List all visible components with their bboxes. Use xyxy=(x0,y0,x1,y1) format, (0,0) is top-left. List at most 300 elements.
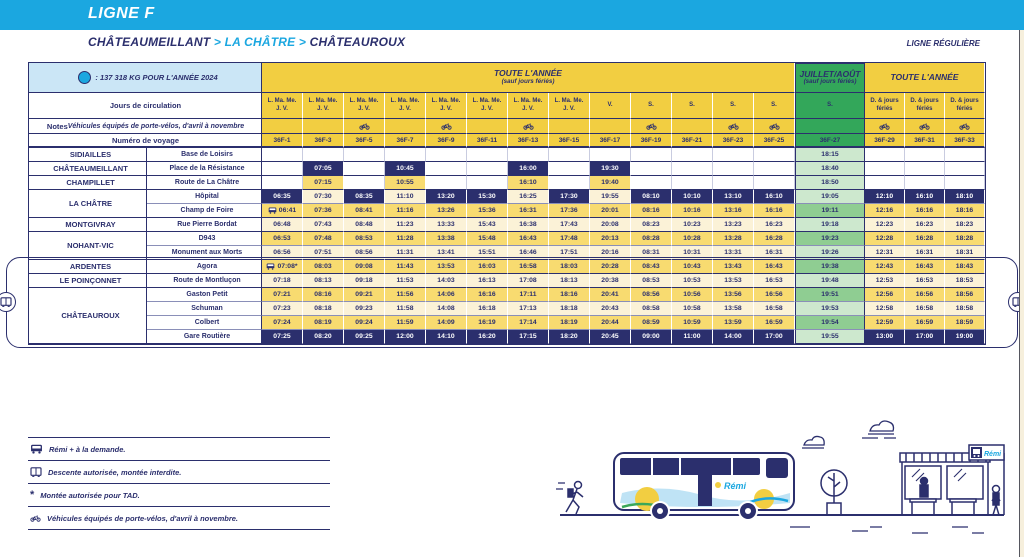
time-cell: 07:18 xyxy=(262,274,303,288)
time-cell: 18:20 xyxy=(549,330,590,344)
time-cell xyxy=(590,148,631,162)
time-cell: 07:15 xyxy=(303,176,344,190)
time-cell xyxy=(865,176,905,190)
time-cell: 19:05 xyxy=(795,190,865,204)
time-cell: 10:58 xyxy=(672,302,713,316)
time-cell: 08:43 xyxy=(631,260,672,274)
time-cell: 11:43 xyxy=(385,260,426,274)
day-line: J. V. xyxy=(440,105,452,112)
time-cell: 16:43 xyxy=(754,260,795,274)
time-cell: 12:43 xyxy=(865,260,905,274)
time-cell: 09:24 xyxy=(344,316,385,330)
time-cell: 19:00 xyxy=(945,330,985,344)
time-cell: 12:00 xyxy=(385,330,426,344)
time-cell: 08:13 xyxy=(303,274,344,288)
time-cell: 10:53 xyxy=(672,274,713,288)
bike-icon xyxy=(728,123,739,130)
route-to: CHÂTEAUROUX xyxy=(309,35,406,49)
time-cell: 12:56 xyxy=(865,288,905,302)
note-cell xyxy=(549,119,590,134)
legend xyxy=(28,437,330,530)
day-line: L. Ma. Me. xyxy=(390,98,420,104)
legend-text: Montée autorisée pour TAD. xyxy=(40,490,140,500)
time-cell xyxy=(865,148,905,162)
time-cell: 11:59 xyxy=(385,316,426,330)
stop-name: Monument aux Morts xyxy=(147,246,262,260)
time-cell: 07:36 xyxy=(303,204,344,218)
time-cell: 16:59 xyxy=(754,316,795,330)
time-cell: 11:00 xyxy=(672,330,713,344)
time-cell: 18:18 xyxy=(549,302,590,316)
voyage-number-cell: 36F-31 xyxy=(905,134,945,148)
time-cell: 06:48 xyxy=(262,218,303,232)
time-cell: 18:23 xyxy=(945,218,985,232)
day-line: S. xyxy=(771,101,777,108)
voyage-number-cell: 36F-7 xyxy=(385,134,426,148)
time-cell: 07:08* xyxy=(262,260,303,274)
time-cell: 13:58 xyxy=(713,302,754,316)
time-cell xyxy=(344,176,385,190)
note-cell xyxy=(344,119,385,134)
time-cell: 18:31 xyxy=(945,246,985,260)
legend-item xyxy=(28,506,330,530)
time-cell: 09:25 xyxy=(344,330,385,344)
voyage-number-cell: 36F-23 xyxy=(713,134,754,148)
notes-text: Véhicules équipés de porte-vélos, d'avril à novembre xyxy=(67,122,245,130)
tree-icon xyxy=(821,470,847,515)
stop-name: Route de La Châtre xyxy=(147,176,262,190)
bike-icon xyxy=(646,123,657,130)
time-cell: 09:00 xyxy=(631,330,672,344)
route-title xyxy=(88,35,405,49)
standing-person-icon xyxy=(992,486,1000,516)
time-cell: 09:21 xyxy=(344,288,385,302)
stop-name: Agora xyxy=(147,260,262,274)
voyage-number-cell: 36F-19 xyxy=(631,134,672,148)
numero-de-voyage-label: Numéro de voyage xyxy=(29,134,262,148)
time-cell: 13:10 xyxy=(713,190,754,204)
time-cell: 20:43 xyxy=(590,302,631,316)
day-line: D. & jours xyxy=(910,98,939,104)
time-cell: 11:31 xyxy=(385,246,426,260)
route-from: CHÂTEAUMEILLANT xyxy=(88,35,211,49)
time-cell: 09:23 xyxy=(344,302,385,316)
time-cell xyxy=(672,176,713,190)
time-cell: 16:10 xyxy=(905,190,945,204)
time-cell: 19:18 xyxy=(795,218,865,232)
time-cell: 16:58 xyxy=(508,260,549,274)
time-cell: 07:25 xyxy=(262,330,303,344)
time-cell: 18:43 xyxy=(945,260,985,274)
time-cell: 12:10 xyxy=(865,190,905,204)
day-cell xyxy=(426,93,467,119)
time-cell: 10:31 xyxy=(672,246,713,260)
legend-item xyxy=(28,483,330,506)
time-cell: 15:30 xyxy=(467,190,508,204)
bus-brand-label: Rémi xyxy=(724,481,747,491)
time-cell: 19:38 xyxy=(795,260,865,274)
time-cell: 08:41 xyxy=(344,204,385,218)
time-cell xyxy=(303,148,344,162)
time-cell: 16:58 xyxy=(905,302,945,316)
illustration xyxy=(552,415,1022,555)
time-cell: 07:48 xyxy=(303,232,344,246)
voyage-number-cell: 36F-27 xyxy=(795,134,865,148)
time-cell xyxy=(467,148,508,162)
time-cell: 17:11 xyxy=(508,288,549,302)
day-line: L. Ma. Me. xyxy=(267,98,297,104)
time-cell: 18:53 xyxy=(945,274,985,288)
day-line: fériés xyxy=(876,105,893,112)
time-cell: 11:16 xyxy=(385,204,426,218)
note-cell xyxy=(754,119,795,134)
time-cell xyxy=(549,148,590,162)
station-name: SIDIAILLES xyxy=(29,148,147,162)
bus-shelter-illustration xyxy=(900,453,990,515)
note-cell xyxy=(590,119,631,134)
time-cell: 18:13 xyxy=(549,274,590,288)
day-line: S. xyxy=(648,101,654,108)
station-name: LA CHÂTRE xyxy=(29,190,147,218)
time-cell xyxy=(672,148,713,162)
bike-icon xyxy=(441,123,452,130)
bus-icon xyxy=(268,207,277,214)
time-cell: 18:19 xyxy=(549,316,590,330)
period-group-header xyxy=(795,63,865,93)
day-cell xyxy=(590,93,631,119)
time-cell xyxy=(905,176,945,190)
station-name: LE POINÇONNET xyxy=(29,274,147,288)
co2-icon xyxy=(78,71,91,84)
legend-text: Descente autorisée, montée interdite. xyxy=(48,467,182,477)
time-cell xyxy=(344,162,385,176)
time-cell: 07:51 xyxy=(303,246,344,260)
day-line: J. V. xyxy=(399,105,411,112)
day-cell xyxy=(713,93,754,119)
time-cell: 11:53 xyxy=(385,274,426,288)
time-cell: 17:00 xyxy=(754,330,795,344)
time-cell: 16:56 xyxy=(754,288,795,302)
day-cell xyxy=(262,93,303,119)
time-cell: 16:13 xyxy=(467,274,508,288)
stop-name: Colbert xyxy=(147,316,262,330)
time-cell: 16:38 xyxy=(508,218,549,232)
time-cell: 08:23 xyxy=(631,218,672,232)
time-cell: 19:53 xyxy=(795,302,865,316)
time-cell: 16:10 xyxy=(508,176,549,190)
time-cell: 18:10 xyxy=(945,190,985,204)
time-cell: 20:28 xyxy=(590,260,631,274)
time-cell: 16:18 xyxy=(467,302,508,316)
time-cell: 07:23 xyxy=(262,302,303,316)
time-cell: 13:38 xyxy=(426,232,467,246)
time-cell: 19:23 xyxy=(795,232,865,246)
day-line: S. xyxy=(689,101,695,108)
time-cell: 16:03 xyxy=(467,260,508,274)
time-cell: 17:13 xyxy=(508,302,549,316)
time-cell: 18:28 xyxy=(945,232,985,246)
bus-door-icon xyxy=(0,292,16,312)
time-cell: 10:16 xyxy=(672,204,713,218)
note-cell xyxy=(631,119,672,134)
time-cell xyxy=(754,148,795,162)
time-cell: 12:53 xyxy=(865,274,905,288)
bike-icon xyxy=(879,123,890,130)
time-cell: 09:18 xyxy=(344,274,385,288)
bus-door-icon xyxy=(0,297,12,307)
time-cell xyxy=(549,162,590,176)
day-line: D. & jours xyxy=(950,98,979,104)
time-cell: 17:43 xyxy=(549,218,590,232)
bike-icon xyxy=(919,123,930,130)
voyage-number-cell: 36F-3 xyxy=(303,134,344,148)
time-cell: 08:53 xyxy=(631,274,672,288)
time-cell: 10:23 xyxy=(672,218,713,232)
time-cell xyxy=(467,176,508,190)
time-cell xyxy=(631,148,672,162)
stop-name: D943 xyxy=(147,232,262,246)
legend-text: Véhicules équipés de porte-vélos, d'avril à novembre. xyxy=(47,513,239,523)
time-cell: 13:56 xyxy=(713,288,754,302)
time-cell: 17:15 xyxy=(508,330,549,344)
time-cell: 13:31 xyxy=(713,246,754,260)
time-cell: 15:36 xyxy=(467,204,508,218)
time-cell xyxy=(385,148,426,162)
time-cell: 20:45 xyxy=(590,330,631,344)
time-cell: 19:54 xyxy=(795,316,865,330)
time-cell: 16:31 xyxy=(508,204,549,218)
time-cell: 17:08 xyxy=(508,274,549,288)
time-cell xyxy=(754,162,795,176)
day-cell xyxy=(508,93,549,119)
time-cell xyxy=(672,162,713,176)
time-cell: 18:16 xyxy=(549,288,590,302)
stop-name: Schuman xyxy=(147,302,262,316)
time-cell: 16:20 xyxy=(467,330,508,344)
time-cell: 18:16 xyxy=(945,204,985,218)
time-cell: 07:43 xyxy=(303,218,344,232)
time-cell: 16:59 xyxy=(905,316,945,330)
time-cell: 08:10 xyxy=(631,190,672,204)
time-cell xyxy=(549,176,590,190)
day-line: J. V. xyxy=(276,105,288,112)
bus-front-icon xyxy=(30,444,43,454)
time-cell: 06:41 xyxy=(262,204,303,218)
voyage-number-cell: 36F-1 xyxy=(262,134,303,148)
time-cell: 14:06 xyxy=(426,288,467,302)
time-cell xyxy=(344,148,385,162)
stop-name: Hôpital xyxy=(147,190,262,204)
time-cell: 18:40 xyxy=(795,162,865,176)
day-line: L. Ma. Me. xyxy=(554,98,584,104)
time-cell: 19:51 xyxy=(795,288,865,302)
time-cell: 07:05 xyxy=(303,162,344,176)
time-cell: 19:30 xyxy=(590,162,631,176)
time-cell: 16:25 xyxy=(508,190,549,204)
day-cell xyxy=(303,93,344,119)
time-cell: 08:16 xyxy=(631,204,672,218)
time-cell xyxy=(905,148,945,162)
time-cell: 13:00 xyxy=(865,330,905,344)
period-group-header xyxy=(262,63,795,93)
time-cell: 10:28 xyxy=(672,232,713,246)
time-cell xyxy=(754,176,795,190)
notes-title: Notes xyxy=(46,121,68,131)
time-cell xyxy=(426,176,467,190)
day-line: L. Ma. Me. xyxy=(513,98,543,104)
co2-info-cell: : 137 318 KG POUR L'ANNÉE 2024 xyxy=(29,63,262,93)
time-cell: 16:23 xyxy=(754,218,795,232)
time-cell: 17:00 xyxy=(905,330,945,344)
time-cell: 08:35 xyxy=(344,190,385,204)
bus-illustration xyxy=(614,453,794,520)
time-cell: 11:58 xyxy=(385,302,426,316)
time-cell: 20:13 xyxy=(590,232,631,246)
sign-brand-label: Rémi xyxy=(984,451,1002,458)
time-cell: 16:28 xyxy=(905,232,945,246)
asterisk: * xyxy=(30,489,35,501)
time-cell: 20:01 xyxy=(590,204,631,218)
time-cell: 08:53 xyxy=(344,232,385,246)
day-cell xyxy=(385,93,426,119)
time-cell: 13:53 xyxy=(713,274,754,288)
time-cell: 08:31 xyxy=(631,246,672,260)
time-cell: 06:35 xyxy=(262,190,303,204)
bike-icon xyxy=(359,123,370,130)
note-cell xyxy=(262,119,303,134)
day-cell xyxy=(672,93,713,119)
time-cell: 13:59 xyxy=(713,316,754,330)
station-name: CHÂTEAUMEILLANT xyxy=(29,162,147,176)
voyage-number-cell: 36F-5 xyxy=(344,134,385,148)
route-separator: > xyxy=(298,35,307,49)
period-group-header xyxy=(865,63,985,93)
time-cell: 12:31 xyxy=(865,246,905,260)
time-cell: 14:03 xyxy=(426,274,467,288)
station-name: NOHANT-VIC xyxy=(29,232,147,260)
time-cell: 10:59 xyxy=(672,316,713,330)
period-label: TOUTE L'ANNÉE xyxy=(890,71,959,82)
time-cell: 18:58 xyxy=(945,302,985,316)
bike-icon xyxy=(959,123,970,130)
day-cell xyxy=(467,93,508,119)
time-cell: 14:09 xyxy=(426,316,467,330)
time-cell xyxy=(713,176,754,190)
time-cell xyxy=(905,162,945,176)
time-cell: 17:36 xyxy=(549,204,590,218)
voyage-number-cell: 36F-29 xyxy=(865,134,905,148)
day-line: L. Ma. Me. xyxy=(472,98,502,104)
time-cell: 20:44 xyxy=(590,316,631,330)
time-cell: 16:56 xyxy=(905,288,945,302)
time-cell: 17:51 xyxy=(549,246,590,260)
time-cell: 16:58 xyxy=(754,302,795,316)
time-cell: 13:53 xyxy=(426,260,467,274)
stop-name: Rue Pierre Bordat xyxy=(147,218,262,232)
time-cell: 18:15 xyxy=(795,148,865,162)
time-cell: 18:03 xyxy=(549,260,590,274)
time-cell xyxy=(945,176,985,190)
time-cell: 06:53 xyxy=(262,232,303,246)
station-name: ARDENTES xyxy=(29,260,147,274)
bus-icon xyxy=(266,263,275,270)
time-cell xyxy=(426,162,467,176)
time-cell: 10:45 xyxy=(385,162,426,176)
time-cell xyxy=(467,162,508,176)
time-cell xyxy=(426,148,467,162)
time-cell: 08:20 xyxy=(303,330,344,344)
time-cell: 19:55 xyxy=(795,330,865,344)
time-cell: 08:03 xyxy=(303,260,344,274)
voyage-number-cell: 36F-13 xyxy=(508,134,549,148)
voyage-number-cell: 36F-25 xyxy=(754,134,795,148)
time-cell xyxy=(945,162,985,176)
voyage-number-cell: 36F-15 xyxy=(549,134,590,148)
time-cell: 09:08 xyxy=(344,260,385,274)
day-line: J. V. xyxy=(317,105,329,112)
station-name: CHÂTEAUROUX xyxy=(29,288,147,344)
time-cell: 12:28 xyxy=(865,232,905,246)
time-cell xyxy=(713,148,754,162)
time-cell: 13:41 xyxy=(426,246,467,260)
time-cell: 12:16 xyxy=(865,204,905,218)
time-cell: 16:31 xyxy=(905,246,945,260)
time-cell: 15:43 xyxy=(467,218,508,232)
time-cell: 14:00 xyxy=(713,330,754,344)
time-cell: 16:53 xyxy=(905,274,945,288)
time-cell: 16:43 xyxy=(508,232,549,246)
time-cell: 16:46 xyxy=(508,246,549,260)
day-line: L. Ma. Me. xyxy=(349,98,379,104)
route-via: LA CHÂTRE xyxy=(224,35,296,49)
time-cell: 10:10 xyxy=(672,190,713,204)
stop-name: Base de Loisirs xyxy=(147,148,262,162)
time-cell: 16:28 xyxy=(754,232,795,246)
day-cell xyxy=(945,93,985,119)
bike-icon xyxy=(523,123,534,130)
day-cell xyxy=(631,93,672,119)
time-cell: 17:14 xyxy=(508,316,549,330)
jours-de-circulation-label: Jours de circulation xyxy=(29,93,262,119)
time-cell: 08:56 xyxy=(631,288,672,302)
time-cell: 13:20 xyxy=(426,190,467,204)
time-cell: 13:26 xyxy=(426,204,467,218)
time-cell: 18:50 xyxy=(795,176,865,190)
voyage-number-cell: 36F-11 xyxy=(467,134,508,148)
voyage-number-cell: 36F-9 xyxy=(426,134,467,148)
period-sublabel: (sauf jours fériés) xyxy=(803,78,857,86)
time-cell: 08:56 xyxy=(344,246,385,260)
time-cell: 08:18 xyxy=(303,302,344,316)
time-cell: 07:24 xyxy=(262,316,303,330)
time-cell: 19:26 xyxy=(795,246,865,260)
time-cell: 06:56 xyxy=(262,246,303,260)
voyage-number-cell: 36F-17 xyxy=(590,134,631,148)
line-name: LIGNE F xyxy=(88,5,155,22)
notes-label xyxy=(29,119,262,134)
time-cell xyxy=(262,176,303,190)
day-line: J. V. xyxy=(481,105,493,112)
time-cell: 13:23 xyxy=(713,218,754,232)
station-name: CHAMPILLET xyxy=(29,176,147,190)
time-cell: 20:41 xyxy=(590,288,631,302)
timetable xyxy=(28,62,986,345)
note-cell xyxy=(865,119,905,134)
time-cell xyxy=(508,148,549,162)
note-cell xyxy=(385,119,426,134)
time-cell: 13:33 xyxy=(426,218,467,232)
bike-icon xyxy=(769,123,780,130)
